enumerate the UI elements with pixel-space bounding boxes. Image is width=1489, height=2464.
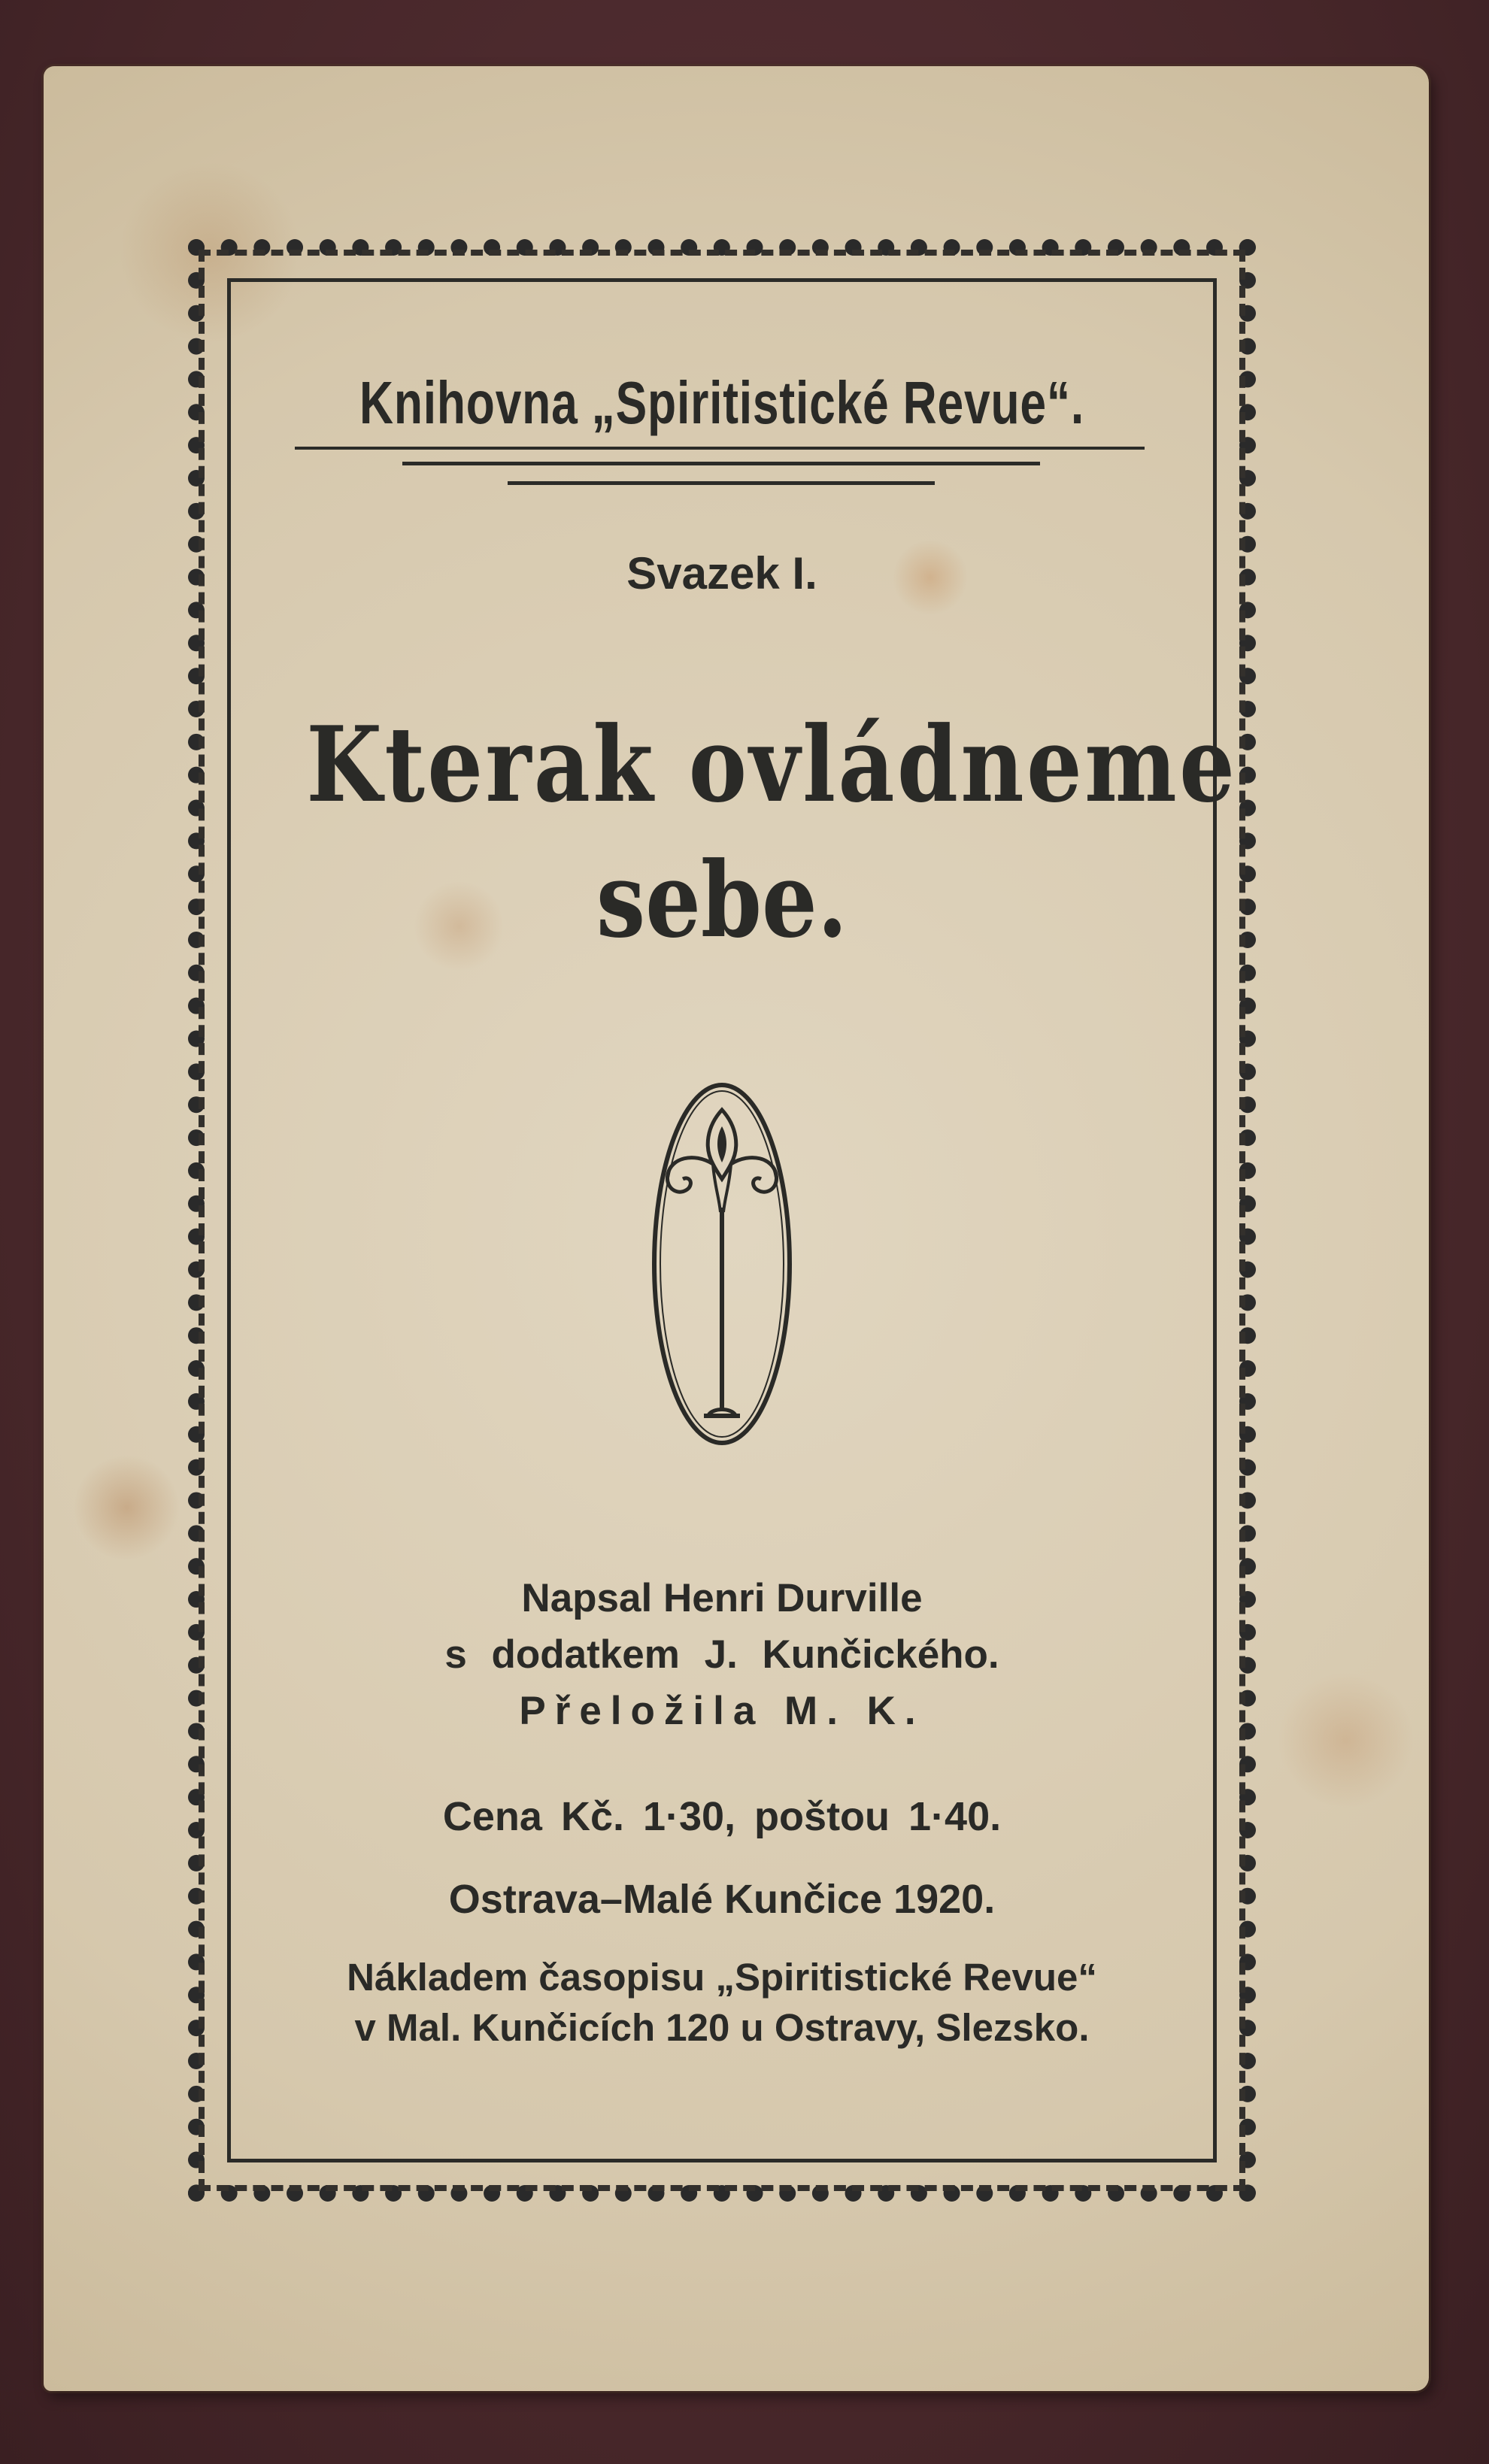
volume-label: Svazek I. — [626, 548, 817, 599]
lily-vignette-icon — [648, 1080, 796, 1448]
divider-rule — [508, 481, 935, 485]
divider-rule — [402, 462, 1040, 465]
addendum-line: s dodatkem J. Kunčického. — [444, 1632, 999, 1677]
book-title-line-2: sebe. — [596, 838, 848, 961]
divider-rule — [295, 447, 1145, 450]
translator-line: Přeložila M. K. — [519, 1689, 925, 1733]
author-line: Napsal Henri Durville — [521, 1576, 923, 1620]
publisher-line-1: Nákladem časopisu „Spiritistické Revue“ — [347, 1956, 1097, 1999]
price-line: Cena Kč. 1·30, poštou 1·40. — [442, 1794, 1002, 1839]
series-title: Knihovna „Spiritistické Revue“. — [359, 369, 1084, 436]
place-year-line: Ostrava–Malé Kunčice 1920. — [448, 1877, 996, 1922]
book-title-line-1: Kterak ovládneme — [306, 703, 1238, 826]
publisher-line-2: v Mal. Kunčicích 120 u Ostravy, Slezsko. — [354, 2006, 1090, 2049]
